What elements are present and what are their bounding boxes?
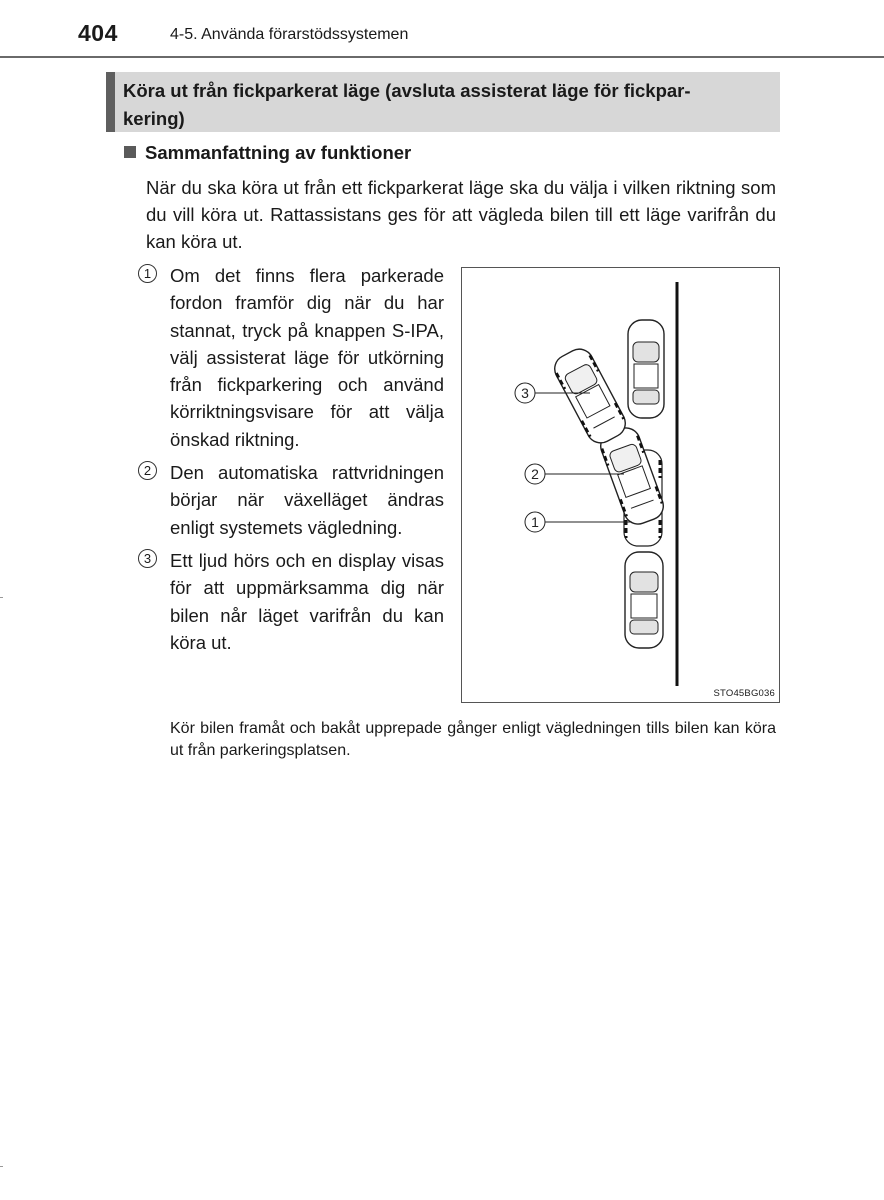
step-item-3: [136, 547, 444, 656]
callout-1: [525, 512, 632, 532]
step-item-2: [136, 459, 444, 541]
callout-3-label: 3: [521, 385, 529, 401]
square-bullet-icon: [124, 146, 136, 158]
step-number-2: 2: [138, 461, 157, 480]
step-item-1: [136, 262, 444, 453]
parking-illustration: [461, 267, 780, 703]
step-text-3: Ett ljud hörs och en display visas för att uppmärksamma dig när bilen når läget varifrån du kan köra ut.: [170, 549, 444, 653]
chapter-title: 4-5. Använda förarstödssystemen: [170, 26, 409, 43]
step-list: [136, 262, 444, 662]
section-heading-line-1: Köra ut från fickparkerat läge (avsluta assisterat läge för fickpar-: [123, 80, 691, 101]
header-divider: [0, 56, 884, 58]
intro-paragraph: När du ska köra ut från ett fickparkerat läge ska du välja i vilken riktning som du vill köra ut. Rattassistans ges för att vägleda bilen till ett läge varifrån du kan köra ut.: [146, 177, 776, 252]
parking-diagram: [462, 268, 781, 704]
note-paragraph: Kör bilen framåt och bakåt upprepade gånger enligt vägledningen tills bilen kan köra ut från parkeringsplatsen.: [170, 720, 776, 759]
step-text-1: Om det finns flera parkerade fordon framför dig när du har stannat, tryck på knappen S-IPA, välj assisterat läge för utkörning från fickparkering och använd körriktningsvisare för att välja önskad riktning.: [170, 265, 444, 450]
parked-car-front: [628, 320, 664, 418]
page-number: 404: [78, 20, 118, 46]
summary-title: Sammanfattning av funktioner: [145, 142, 412, 163]
step-number-1: 1: [138, 264, 157, 283]
car-position-3: [550, 344, 630, 448]
figure-code: STO45BG036: [713, 688, 775, 699]
callout-1-label: 1: [531, 514, 539, 530]
step-text-2: Den automatiska rattvridningen börjar när växelläget ändras enligt systemets vägledning.: [170, 462, 444, 538]
margin-tick: [0, 597, 3, 598]
margin-tick: [0, 1166, 3, 1167]
section-heading-line-2: kering): [123, 108, 185, 129]
step-number-3: 3: [138, 549, 157, 568]
summary-heading: [124, 141, 411, 165]
section-heading: [106, 72, 780, 132]
parked-car-rear: [625, 552, 663, 648]
callout-2-label: 2: [531, 466, 539, 482]
